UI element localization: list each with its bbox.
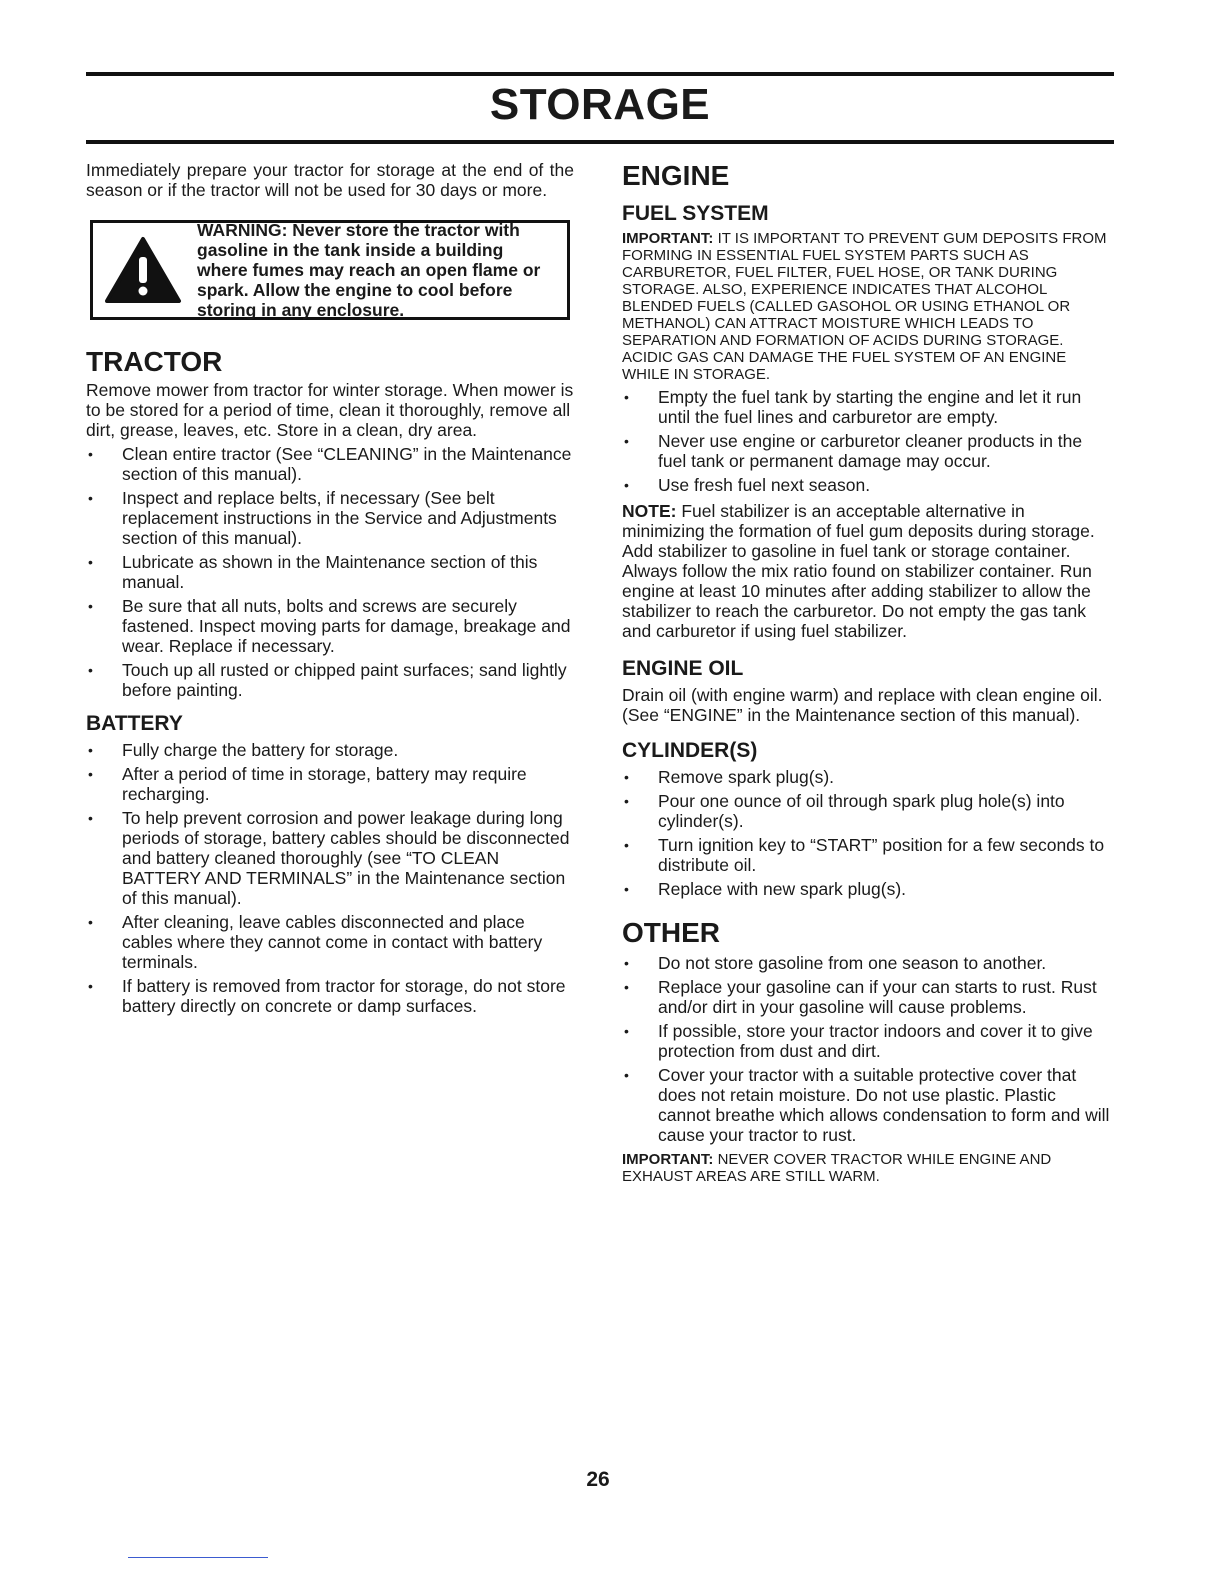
fuel-important-paragraph [622,230,1112,383]
footer-line [128,1557,268,1558]
important-text: NEVER COVER TRACTOR WHILE ENGINE AND EXHAUST AREAS ARE STILL WARM. [622,1151,1052,1185]
list-item: • Inspect and replace belts, if necessary (See belt replacement instructions in the Service and Adjustments section of this manual). [86,488,574,548]
note-label: NOTE: [622,501,677,521]
list-item: • Clean entire tractor (See “CLEANING” in the Maintenance section of this manual). [86,444,574,484]
tractor-intro: Remove mower from tractor for winter storage. When mower is to be stored for a period of time, clean it thoroughly, remove all dirt, grease, leaves, etc. Store in a clean, dry area. [86,380,574,440]
note-text: Fuel stabilizer is an acceptable alternative in minimizing the formation of fuel gum deposits during storage. Add stabilizer to gasoline in fuel tank or storage container. Always follow the mix ratio found on stabilizer container. Run engine at least 10 minutes after adding stabilizer to allow the stabilizer to reach the carburetor. Do not empty the gas tank and carburetor if using fuel stabilizer. [622,501,1095,641]
battery-list [86,740,574,1016]
tractor-list [86,444,574,700]
list-item: • Touch up all rusted or chipped paint surfaces; sand lightly before painting. [86,660,574,700]
list-item: • To help prevent corrosion and power leakage during long periods of storage, battery cables should be disconnected and battery cleaned thoroughly (see “TO CLEAN BATTERY AND TERMINALS” in the Maintenance section of this manual). [86,808,574,908]
list-item: • If possible, store your tractor indoors and cover it to give protection from dust and dirt. [622,1021,1112,1061]
fuel-system-heading: FUEL SYSTEM [622,202,769,225]
list-item: • Fully charge the battery for storage. [86,740,574,760]
list-item: • After a period of time in storage, battery may require recharging. [86,764,574,804]
list-item: • Never use engine or carburetor cleaner products in the fuel tank or permanent damage may occur. [622,431,1112,471]
warning-text: WARNING: Never store the tractor with gasoline in the tank inside a building where fumes may reach an open flame or spark. Allow the engine to cool before storing in any enclosure. [197,220,541,320]
list-item: • Cover your tractor with a suitable protective cover that does not retain moisture. Do not use plastic. Plastic cannot breathe which allows condensation to form and will cause your tractor to rust. [622,1065,1112,1145]
warning-triangle-icon [103,235,183,305]
engine-oil-text: Drain oil (with engine warm) and replace with clean engine oil. (See “ENGINE” in the Maintenance section of this manual). [622,685,1103,725]
other-list [622,953,1112,1145]
other-heading: OTHER [622,917,720,948]
top-rule [86,72,1114,76]
engine-heading: ENGINE [622,160,730,191]
engine-oil-heading: ENGINE OIL [622,657,744,680]
important-label: IMPORTANT: [622,230,714,247]
note-paragraph [622,501,1112,641]
list-item: • Turn ignition key to “START” position for a few seconds to distribute oil. [622,835,1112,875]
important-text: IT IS IMPORTANT TO PREVENT GUM DEPOSITS FROM FORMING IN ESSENTIAL FUEL SYSTEM PARTS SUCH AS CARBURETOR, FUEL FILTER, FUEL HOSE, OR TANK DURING STORAGE. ALSO, EXPERIENCE INDICATES THAT ALCOHOL BLENDED FUELS (CALLED GASOHOL OR USING ETHANOL OR METHANOL) CAN ATTRACT MOISTURE WHICH LEADS TO SEPARATION AND FORMATION OF ACIDS DURING STORAGE. ACIDIC GAS CAN DAMAGE THE FUEL SYSTEM OF AN ENGINE WHILE IN STORAGE. [622,230,1107,383]
list-item: • Pour one ounce of oil through spark plug hole(s) into cylinder(s). [622,791,1112,831]
right-column [622,160,1112,1185]
list-item: • Do not store gasoline from one season to another. [622,953,1112,973]
list-item: • Empty the fuel tank by starting the engine and let it run until the fuel lines and carburetor are empty. [622,387,1112,427]
list-item: • Lubricate as shown in the Maintenance section of this manual. [86,552,574,592]
page-number: 26 [586,1468,610,1491]
other-important-paragraph [622,1151,1112,1185]
list-item: • Remove spark plug(s). [622,767,1112,787]
title-rule [86,140,1114,144]
list-item: • Use fresh fuel next season. [622,475,1112,495]
page-title: STORAGE [489,80,711,129]
cylinders-heading: CYLINDER(S) [622,739,758,762]
list-item: • If battery is removed from tractor for storage, do not store battery directly on concrete or damp surfaces. [86,976,574,1016]
list-item: • Replace with new spark plug(s). [622,879,1112,899]
list-item: • Replace your gasoline can if your can starts to rust. Rust and/or dirt in your gasoline will cause problems. [622,977,1112,1017]
list-item: • Be sure that all nuts, bolts and screws are securely fastened. Inspect moving parts for damage, breakage and wear. Replace if necessary. [86,596,574,656]
warning-box [90,220,570,320]
cylinders-list [622,767,1112,899]
tractor-heading: TRACTOR [86,346,223,377]
battery-heading: BATTERY [86,712,183,735]
fuel-list [622,387,1112,495]
list-item: • After cleaning, leave cables disconnected and place cables where they cannot come in contact with battery terminals. [86,912,574,972]
important-label: IMPORTANT: [622,1151,714,1168]
left-column [86,160,574,1016]
intro-paragraph: Immediately prepare your tractor for storage at the end of the season or if the tractor will not be used for 30 days or more. [86,160,574,200]
